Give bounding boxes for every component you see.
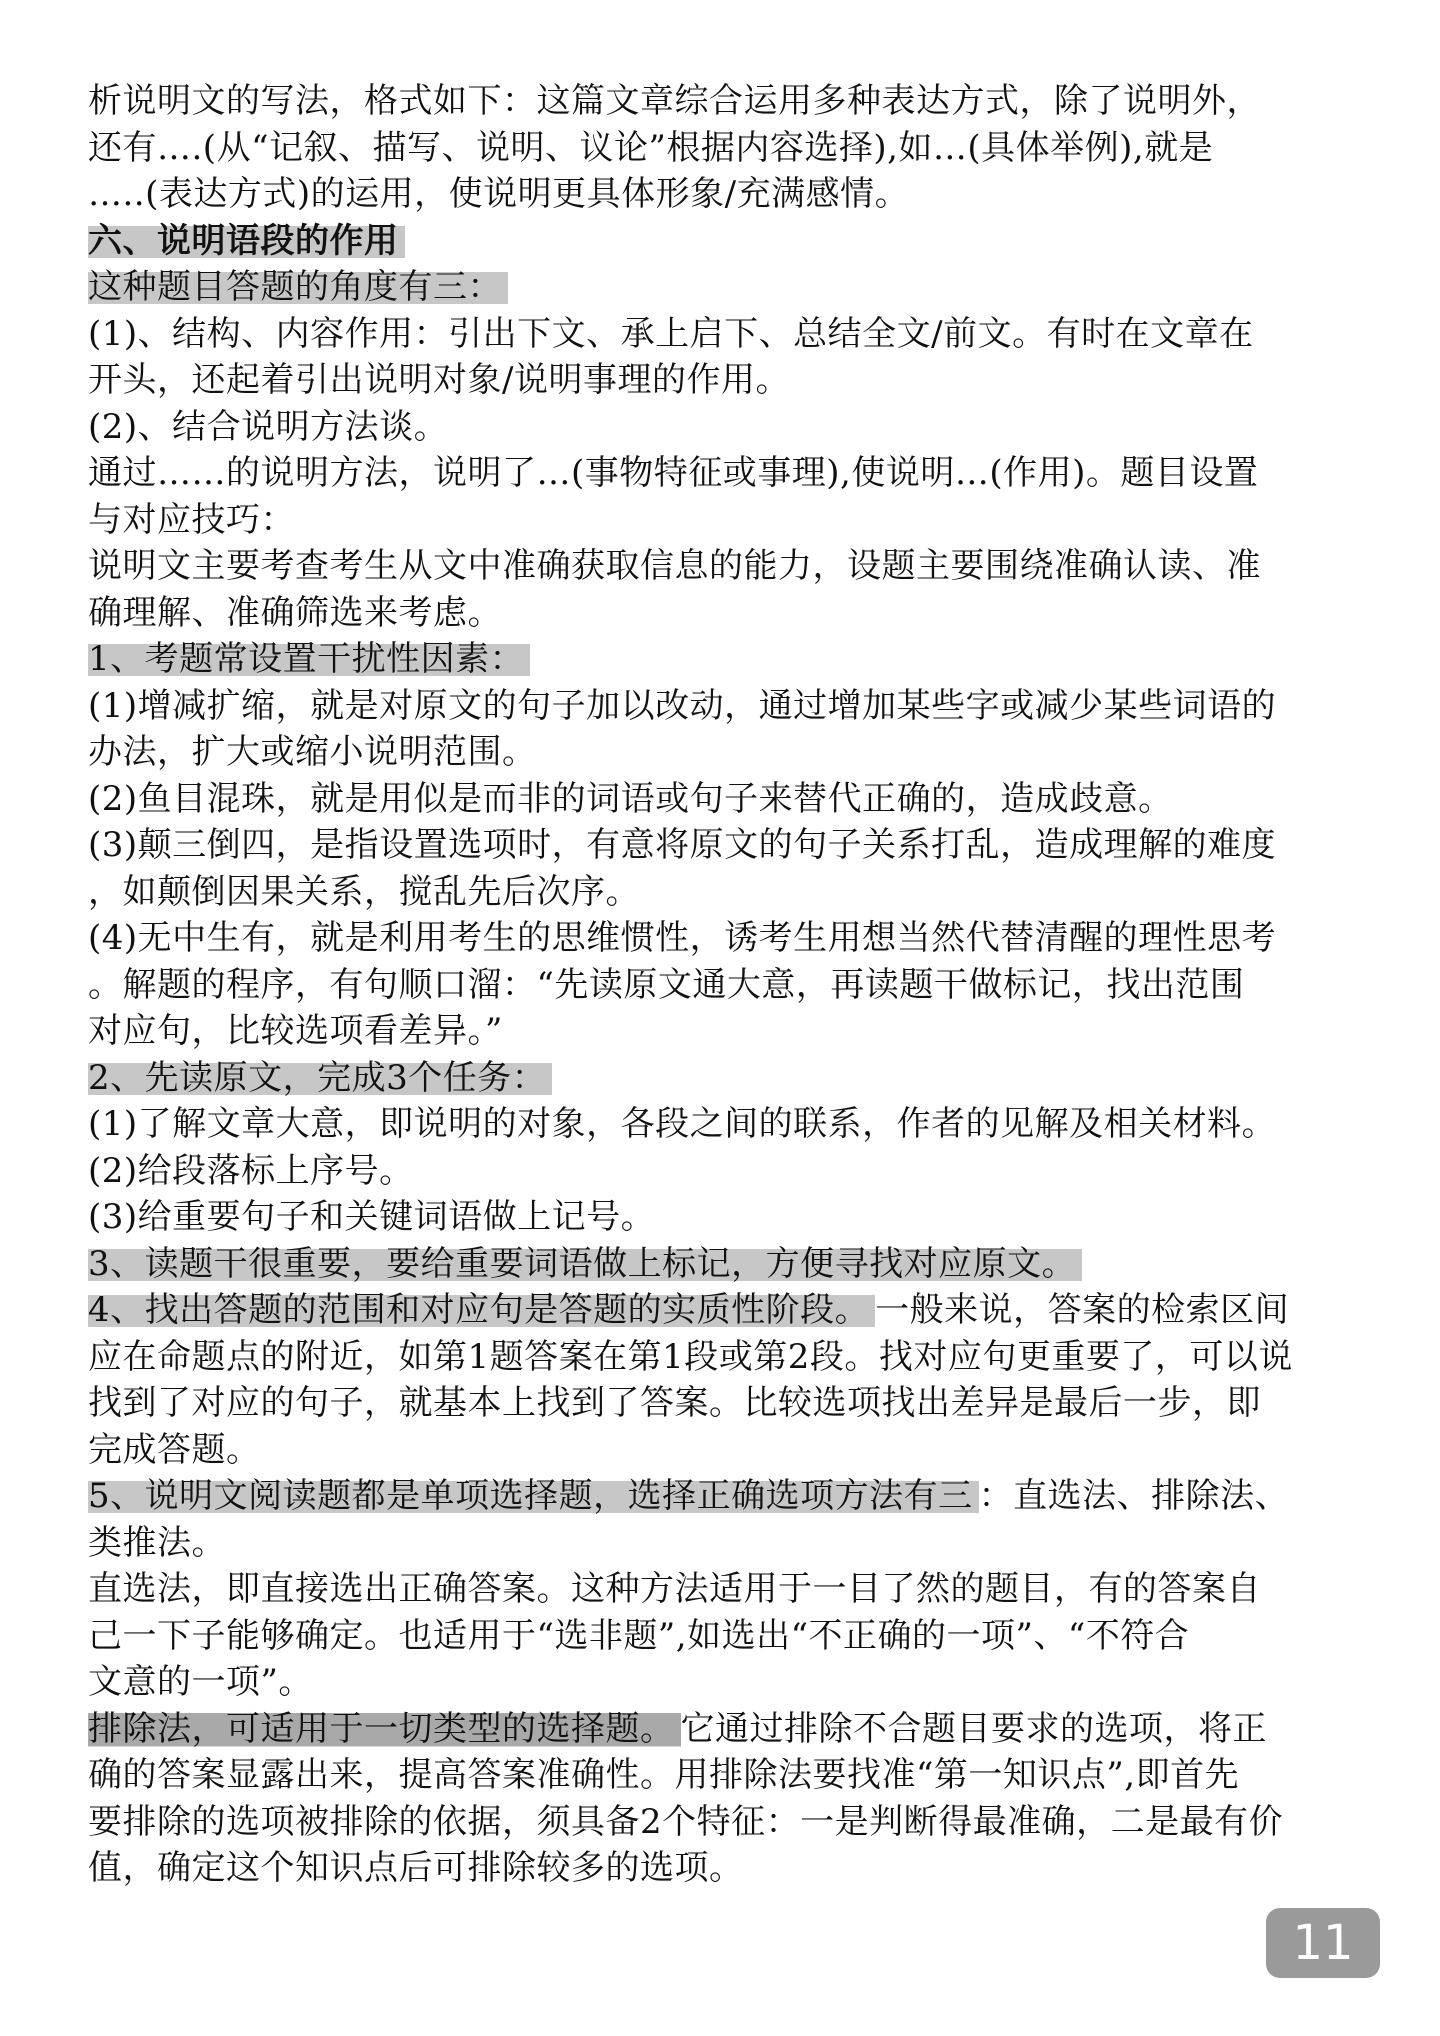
text-line: 析说明文的写法，格式如下：这篇文章综合运用多种表达方式，除了说明外， [88, 81, 1261, 121]
highlighted-subheading: 4、找出答题的范围和对应句是答题的实质性阶段。 [88, 1290, 875, 1330]
text-line: …..(表达方式)的运用，使说明更具体形象/充满感情。 [88, 174, 910, 214]
text-span: 一般来说，答案的检索区间 [875, 1290, 1290, 1330]
text-line [88, 1287, 1350, 1334]
highlighted-subheading: 1、考题常设置干扰性因素： [88, 639, 530, 679]
text-line: 与对应技巧： [88, 499, 295, 540]
text-line: 还有….(从“记叙、描写、说明、议论”根据内容选择),如…(具体举例),就是 [88, 127, 1214, 168]
text-line: (1)、结构、内容作用：引出下文、承上启下、总结全文/前文。有时在文章在 [88, 313, 1254, 354]
page-number-badge: 11 [1266, 1908, 1380, 1978]
text-line: 确理解、准确筛选来考虑。 [88, 592, 502, 633]
text-span: ：直选法、排除法、 [978, 1476, 1290, 1516]
section-heading-line [88, 218, 1350, 265]
text-line: (2)给段落标上序号。 [88, 1150, 414, 1191]
subheading-line [88, 1055, 1350, 1102]
text-line: 。解题的程序，有句顺口溜：“先读原文通大意，再读题干做标记，找出范围 [88, 964, 1245, 1005]
text-line: 类推法。 [88, 1522, 226, 1563]
text-line: 文意的一项”。 [88, 1662, 313, 1702]
text-line [88, 1473, 1350, 1520]
text-line: (3)给重要句子和关键词语做上记号。 [88, 1197, 656, 1237]
text-line: 直选法，即直接选出正确答案。这种方法适用于一目了然的题目，有的答案自 [88, 1569, 1261, 1609]
text-line [88, 1706, 1350, 1753]
text-line: ，如颠倒因果关系，搅乱先后次序。 [88, 871, 640, 912]
text-line: (1)了解文章大意，即说明的对象，各段之间的联系，作者的见解及相关材料。 [88, 1104, 1277, 1144]
text-line: 通过……的说明方法，说明了…(事物特征或事理),使说明…(作用)。题目设置 [88, 453, 1259, 493]
text-line: (4)无中生有，就是利用考生的思维惯性，诱考生用想当然代替清醒的理性思考 [88, 918, 1277, 958]
highlighted-subheading: 排除法，可适用于一切类型的选择题。 [88, 1709, 681, 1749]
text-line: 说明文主要考查考生从文中准确获取信息的能力，设题主要围绕准确认读、准 [88, 546, 1261, 586]
text-line: 找到了对应的句子，就基本上找到了答案。比较选项找出差异是最后一步，即 [88, 1383, 1261, 1423]
text-line: 对应句，比较选项看差异。” [88, 1011, 503, 1051]
page-content [88, 78, 1350, 1892]
subheading-line [88, 636, 1350, 683]
highlighted-subheading: 2、先读原文，完成3个任务： [88, 1058, 552, 1098]
text-line: 完成答题。 [88, 1429, 261, 1470]
subheading-line [88, 1241, 1350, 1288]
subheading-line [88, 264, 1350, 311]
text-line: 确的答案显露出来，提高答案准确性。用排除法要找准“第一知识点”,即首先 [88, 1755, 1240, 1795]
text-span: 它通过排除不合题目要求的选项，将正 [680, 1708, 1267, 1749]
text-line: 值，确定这个知识点后可排除较多的选项。 [88, 1848, 744, 1888]
text-line: (3)颠三倒四，是指设置选项时，有意将原文的句子关系打乱，造成理解的难度 [88, 825, 1277, 865]
text-line: 开头，还起着引出说明对象/说明事理的作用。 [88, 360, 790, 400]
highlighted-subheading: 5、说明文阅读题都是单项选择题，选择正确选项方法有三 [88, 1476, 979, 1516]
text-line: 办法，扩大或缩小说明范围。 [88, 732, 537, 772]
text-line: (2)鱼目混珠，就是用似是而非的词语或句子来替代正确的，造成歧意。 [88, 778, 1173, 819]
highlighted-subheading: 3、读题干很重要，要给重要词语做上标记，方便寻找对应原文。 [88, 1244, 1082, 1284]
text-line: 应在命题点的附近，如第1题答案在第1段或第2段。找对应句更重要了，可以说 [88, 1336, 1293, 1377]
text-line: (1)增减扩缩，就是对原文的句子加以改动，通过增加某些字或减少某些词语的 [88, 685, 1277, 726]
text-line: 己一下子能够确定。也适用于“选非题”,如选出“不正确的一项”、“不符合 [88, 1615, 1190, 1656]
highlighted-subheading: 这种题目答题的角度有三： [88, 267, 508, 307]
section-heading: 六、说明语段的作用 [88, 221, 405, 261]
text-line: 要排除的选项被排除的依据，须具备2个特征：一是判断得最准确，二是最有价 [88, 1801, 1284, 1842]
text-line: (2)、结合说明方法谈。 [88, 406, 449, 447]
